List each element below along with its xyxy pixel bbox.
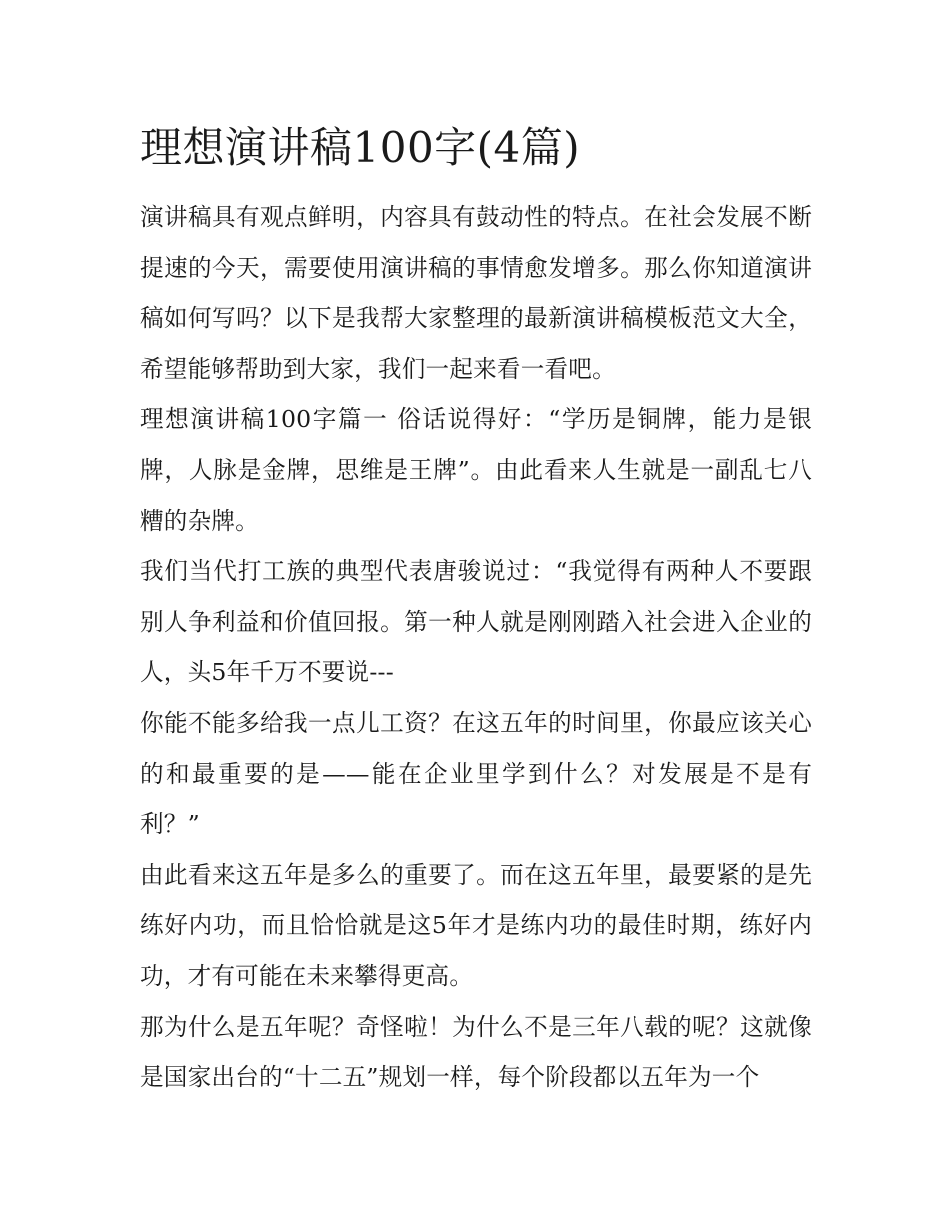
paragraph-section-one: 理想演讲稿100字篇一 俗话说得好：“学历是铜牌，能力是银牌，人脉是金牌，思维是王牌”。由此看来人生就是一副乱七八糟的杂牌。 [140,405,812,535]
paragraph-quote-end: 你能不能多给我一点儿工资？在这五年的时间里，你最应该关心的和最重要的是——能在企业里学到什么？对发展是不是有利？” [140,708,812,839]
paragraph-why-five: 那为什么是五年呢？奇怪啦！为什么不是三年八载的呢？这就像是国家出台的“十二五”规划一样，每个阶段都以五年为一个 [140,1012,812,1092]
paragraph-five-years: 由此看来这五年是多么的重要了。而在这五年里，最要紧的是先练好内功，而且恰恰就是这5年才是练内功的最佳时期，练好内功，才有可能在未来攀得更高。 [140,860,812,990]
paragraph-quote-start: 我们当代打工族的典型代表唐骏说过：“我觉得有两种人不要跟别人争利益和价值回报。第一种人就是刚刚踏入社会进入企业的人，头5年千万不要说--- [140,557,812,687]
paragraph-intro: 演讲稿具有观点鲜明，内容具有鼓动性的特点。在社会发展不断提速的今天，需要使用演讲稿的事情愈发增多。那么你知道演讲稿如何写吗？以下是我帮大家整理的最新演讲稿模板范文大全，希望能够帮助到大家，我们一起来看一看吧。 [140,203,812,383]
document-title: 理想演讲稿100字(4篇) [140,123,581,172]
document-body [140,118,812,1103]
